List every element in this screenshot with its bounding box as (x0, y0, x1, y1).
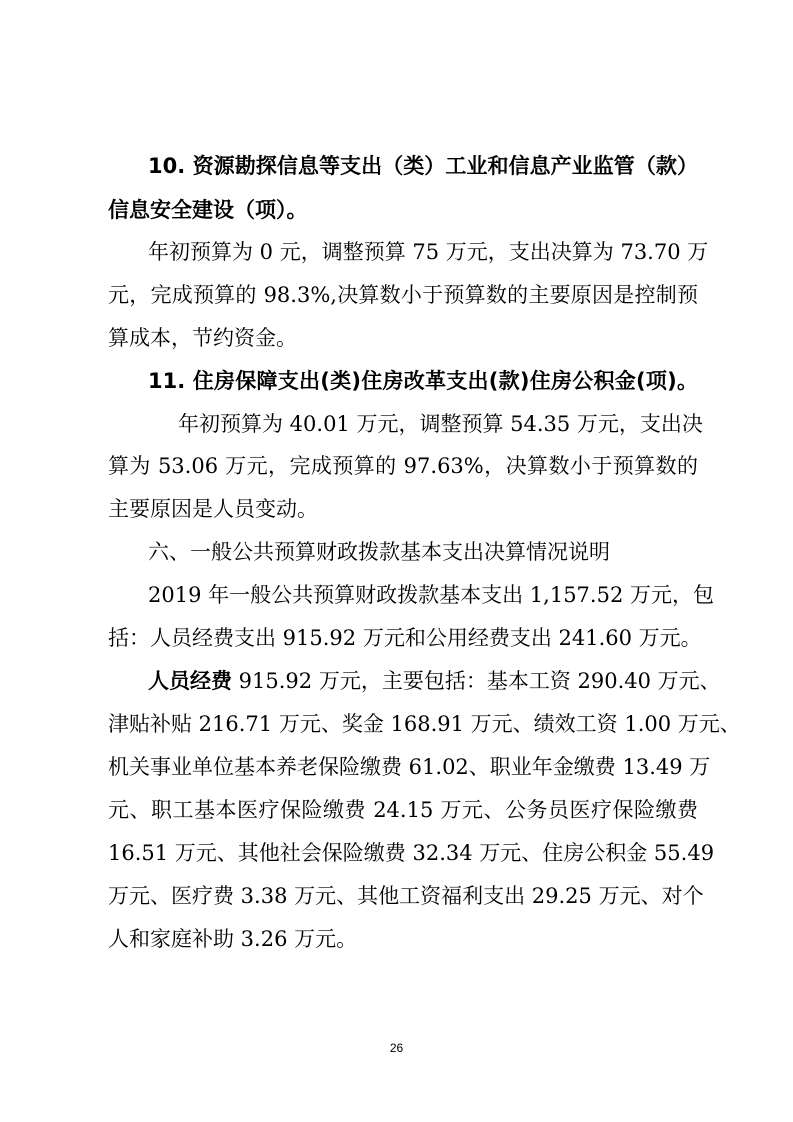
paragraph-line: 机关事业单位基本养老保险缴费 61.02、职业年金缴费 13.49 万 (108, 755, 711, 779)
heading-item-11: 11. 住房保障支出(类)住房改革支出(款)住房公积金(项)。 (148, 369, 698, 393)
paragraph-line: 年初预算为 0 元，调整预算 75 万元，支出决算为 73.70 万 (148, 240, 709, 264)
paragraph-line: 2019 年一般公共预算财政拨款基本支出 1,157.52 万元，包 (148, 583, 714, 607)
page-number: 26 (389, 1041, 404, 1055)
paragraph-line: 人和家庭补助 3.26 万元。 (108, 927, 358, 951)
paragraph-line: 津贴补贴 216.71 万元、奖金 168.91 万元、绩效工资 1.00 万元、 (108, 712, 741, 736)
personnel-expense-label: 人员经费 (148, 669, 232, 693)
paragraph-line: 元、职工基本医疗保险缴费 24.15 万元、公务员医疗保险缴费 (108, 798, 698, 822)
paragraph-line: 元，完成预算的 98.3%,决算数小于预算数的主要原因是控制预 (108, 283, 698, 307)
heading-item-10-cont: 信息安全建设（项）。 (108, 198, 308, 222)
paragraph-line: 主要原因是人员变动。 (108, 497, 318, 521)
paragraph-line: 万元、医疗费 3.38 万元、其他工资福利支出 29.25 万元、对个 (108, 884, 704, 908)
personnel-expense-text: 915.92 万元，主要包括：基本工资 290.40 万元、 (232, 669, 721, 693)
paragraph-line: 年初预算为 40.01 万元，调整预算 54.35 万元，支出决 (178, 412, 703, 436)
paragraph-line (148, 667, 721, 695)
heading-item-10: 10. 资源勘探信息等支出（类）工业和信息产业监管（款） (148, 154, 698, 178)
paragraph-line: 算为 53.06 万元，完成预算的 97.63%，决算数小于预算数的 (108, 454, 698, 478)
section-heading: 六、一般公共预算财政拨款基本支出决算情况说明 (148, 540, 610, 564)
paragraph-line: 括：人员经费支出 915.92 万元和公用经费支出 241.60 万元。 (108, 626, 702, 650)
paragraph-line: 算成本，节约资金。 (108, 326, 297, 350)
paragraph-line: 16.51 万元、其他社会保险缴费 32.34 万元、住房公积金 55.49 (108, 841, 715, 865)
